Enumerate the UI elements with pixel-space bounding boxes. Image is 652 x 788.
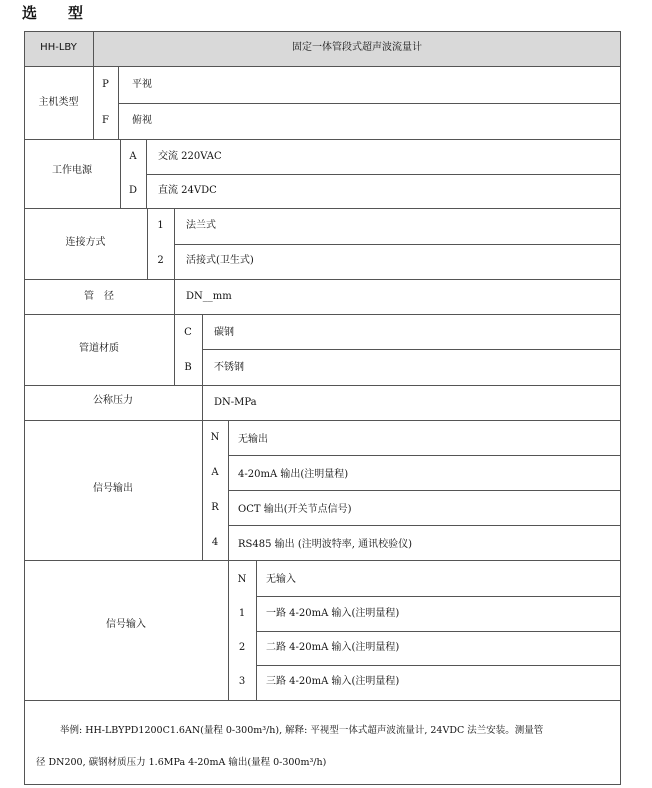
option-code: F xyxy=(102,115,109,126)
signal-output-label: 信号输出 xyxy=(93,483,133,494)
option-code: R xyxy=(211,502,219,513)
pressure-value: DN-MPa xyxy=(214,397,257,408)
option-text: 无输出 xyxy=(238,434,268,445)
example-line-2: 径 DN200, 碳钢材质压力 1.6MPa 4-20mA 输出(量程 0-300m³/h) xyxy=(36,757,327,768)
option-text: 不锈钢 xyxy=(214,362,244,373)
option-code: 1 xyxy=(238,608,246,619)
connection-label: 连接方式 xyxy=(65,237,106,248)
pressure-label: 公称压力 xyxy=(93,395,133,406)
pipe-material-label: 管道材质 xyxy=(79,343,119,354)
page-title: 选 型 xyxy=(22,4,92,22)
option-code: C xyxy=(184,327,192,338)
option-code: 2 xyxy=(238,642,246,653)
selection-table xyxy=(24,31,621,785)
option-code: A xyxy=(129,151,137,162)
option-text: 无输入 xyxy=(266,574,296,585)
option-text: 俯视 xyxy=(132,115,152,126)
option-text: 平视 xyxy=(132,79,152,90)
option-text: 法兰式 xyxy=(186,220,216,231)
option-text: 直流 24VDC xyxy=(158,185,217,196)
option-code: 1 xyxy=(157,220,164,231)
option-text: 二路 4-20mA 输入(注明量程) xyxy=(266,642,400,653)
option-text: OCT 输出(开关节点信号) xyxy=(238,504,352,515)
option-code: P xyxy=(102,79,109,90)
pipe-diameter-label: 管 径 xyxy=(84,291,114,302)
option-code: A xyxy=(211,467,219,478)
option-text: 三路 4-20mA 输入(注明量程) xyxy=(266,676,400,687)
model-code: HH-LBY xyxy=(40,42,77,53)
example-line-1: 举例: HH-LBYPD1200C1.6AN(量程 0-300m³/h), 解释: 平视型一体式超声波流量计, 24VDC 法兰安装。测量管 xyxy=(60,725,544,736)
pipe-diameter-value: DN__mm xyxy=(186,291,232,302)
option-text: 一路 4-20mA 输入(注明量程) xyxy=(266,608,400,619)
option-code: D xyxy=(128,185,138,196)
option-code: N xyxy=(210,432,220,443)
option-text: 4-20mA 输出(注明量程) xyxy=(238,469,349,480)
option-code: 3 xyxy=(238,676,246,687)
power-label: 工作电源 xyxy=(52,165,92,176)
option-code: N xyxy=(237,574,247,585)
option-text: RS485 输出 (注明波特率, 通讯校验仪) xyxy=(238,539,412,550)
signal-input-label: 信号输入 xyxy=(106,619,146,630)
option-text: 交流 220VAC xyxy=(158,151,222,162)
option-text: 碳钢 xyxy=(214,327,234,338)
product-name: 固定一体管段式超声波流量计 xyxy=(292,42,422,53)
option-code: 4 xyxy=(211,537,219,548)
option-code: B xyxy=(184,362,192,373)
option-text: 活接式(卫生式) xyxy=(186,255,254,266)
host-type-label: 主机类型 xyxy=(38,97,79,108)
option-code: 2 xyxy=(157,255,164,266)
